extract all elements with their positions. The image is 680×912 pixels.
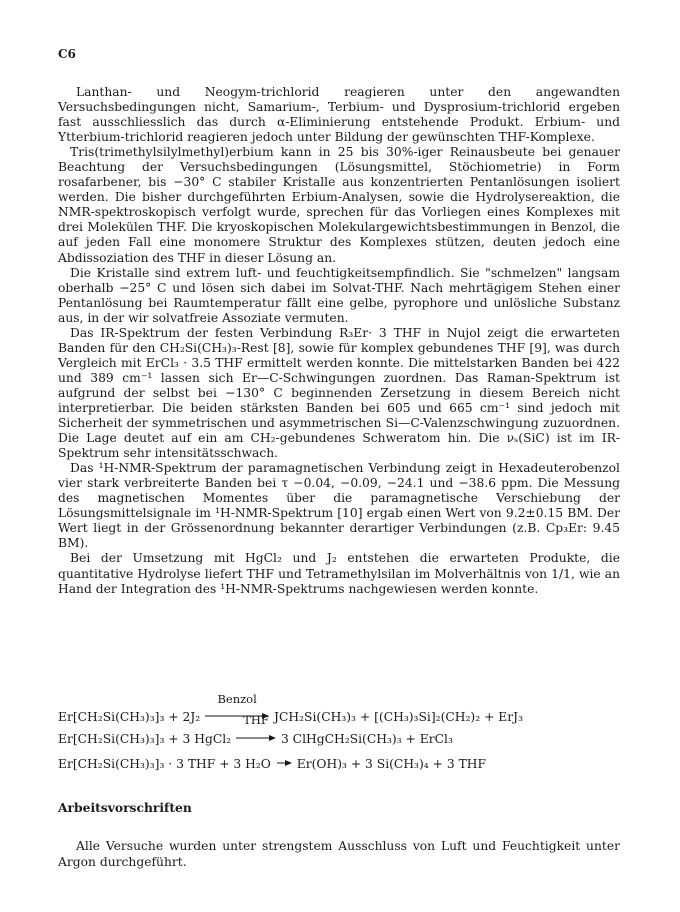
reaction-arrow: [235, 713, 277, 750]
arrow-condition: THF: [243, 713, 269, 727]
page-number: C6: [58, 47, 76, 61]
arrow-right-icon: [235, 733, 277, 743]
equation-lhs: Er[CH₂Si(CH₃)₃]₃ + 3 HgCl₂: [58, 732, 232, 746]
paragraph-erbium-complex: Tris(trimethylsilylmethyl)erbium kann in 25 bis 30%-iger Reinausbeute bei genauer Beachtung der Versuchsbedingungen (Lösungsmittel, Stöchiometrie) in Form rosafarbener, bis −30° C stabiler Kristalle aus konzentrierten Pentanlösungen isoliert werden. Die bisher durchgeführten Erbium-Analysen, sowie die Hydrolysereaktion, die NMR-spektroskopisch verfolgt wurde, sprechen für das Vorliegen eines Komplexes mit drei Molekülen THF. Die kryoskopischen Molekulargewichtsbestimmungen in Benzol, die auf jeden Fall eine monomere Struktur des Komplexes stützen, deuten jedoch eine Abdissoziation des THF in dieser Lösung an.: [58, 145, 620, 265]
equation-iodine: [58, 692, 628, 728]
arrow-right-icon: [275, 758, 293, 768]
section-heading: Arbeitsvorschriften: [58, 800, 192, 815]
equation-water: [58, 753, 628, 775]
paragraph-crystal-properties: Die Kristalle sind extrem luft- und feuchtigkeitsempfindlich. Sie "schmelzen" langsam oberhalb −25° C und lösen sich dabei im Solvat-THF. Nach mehrtägigem Stehen einer Pentanlösung bei Raumtemperatur fällt eine gelbe, pyrophore und unlösliche Substanz aus, in der wir solvatfreie Assoziate vermuten.: [58, 265, 620, 325]
reaction-equations: [58, 692, 628, 775]
equation-rhs: Er(OH)₃ + 3 Si(CH₃)₄ + 3 THF: [296, 757, 487, 771]
equation-lhs: Er[CH₂Si(CH₃)₃]₃ + 2J₂: [58, 710, 201, 724]
arrow-condition: Benzol: [217, 692, 257, 706]
paragraph-nmr-spectrum: Das ¹H-NMR-Spektrum der paramagnetischen Verbindung zeigt in Hexadeuterobenzol vier stark verbreiterte Banden bei τ −0.04, −0.09, −24.1 und −38.6 ppm. Die Messung des magnetischen Momentes über die paramagnetische Verschiebung der Lösungsmittelsignale im ¹H-NMR-Spektrum [10] ergab einen Wert von 9.2±0.15 BM. Der Wert liegt in der Grössenordnung bekannter derartiger Verbindungen (z.B. Cp₃Er: 9.45 BM).: [58, 461, 620, 551]
paragraph-trichloride-reactivity: Lanthan- und Neogym-trichlorid reagieren unter den angewandten Versuchsbedingungen nicht, Samarium-, Terbium- und Dysprosium-trichlorid ergeben fast ausschliesslich das durch α-Eliminierung entstehende Produkt. Erbium- und Ytterbium-trichlorid reagieren jedoch unter Bildung der gewünschten THF-Komplexe.: [58, 85, 620, 145]
body-text: [58, 85, 620, 597]
equation-rhs: JCH₂Si(CH₃)₃ + [(CH₃)₃Si]₂(CH₂)₂ + ErJ₃: [274, 710, 523, 724]
paragraph-hydrolysis: Bei der Umsetzung mit HgCl₂ und J₂ entstehen die erwarteten Produkte, die quantitative Hydrolyse liefert THF und Tetramethylsilan im Molverhältnis von 1/1, wie an Hand der Integration des ¹H-NMR-Spektrums nachgewiesen werden konnte.: [58, 551, 620, 596]
paragraph-ir-spectrum: Das IR-Spektrum der festen Verbindung R₃Er· 3 THF in Nujol zeigt die erwarteten Banden für den CH₂Si(CH₃)₃-Rest [8], sowie für komplex gebundenes THF [9], was durch Vergleich mit ErCl₃ · 3.5 THF ermittelt werden konnte. Die mittelstarken Banden bei 422 und 389 cm⁻¹ lassen sich Er—C-Schwingungen zuordnen. Das Raman-Spektrum ist aufgrund der selbst bei −130° C beginnenden Zersetzung in diesem Bereich nicht interpretierbar. Die beiden stärksten Banden bei 605 und 665 cm⁻¹ sind jedoch mit Sicherheit der symmetrischen und asymmetrischen Si—C-Valenzschwingung zuzuordnen. Die Lage deutet auf ein am CH₂-gebundenes Schweratom hin. Die νₛ(SiC) ist im IR-Spektrum sehr intensitätsschwach.: [58, 325, 620, 461]
reaction-arrow: [275, 753, 293, 775]
equation-lhs: Er[CH₂Si(CH₃)₃]₃ · 3 THF + 3 H₂O: [58, 757, 271, 771]
equation-rhs: 3 ClHgCH₂Si(CH₃)₃ + ErCl₃: [280, 732, 453, 746]
paragraph-procedures: Alle Versuche wurden unter strengstem Ausschluss von Luft und Feuchtigkeit unter Argon durchgeführt.: [58, 839, 620, 870]
